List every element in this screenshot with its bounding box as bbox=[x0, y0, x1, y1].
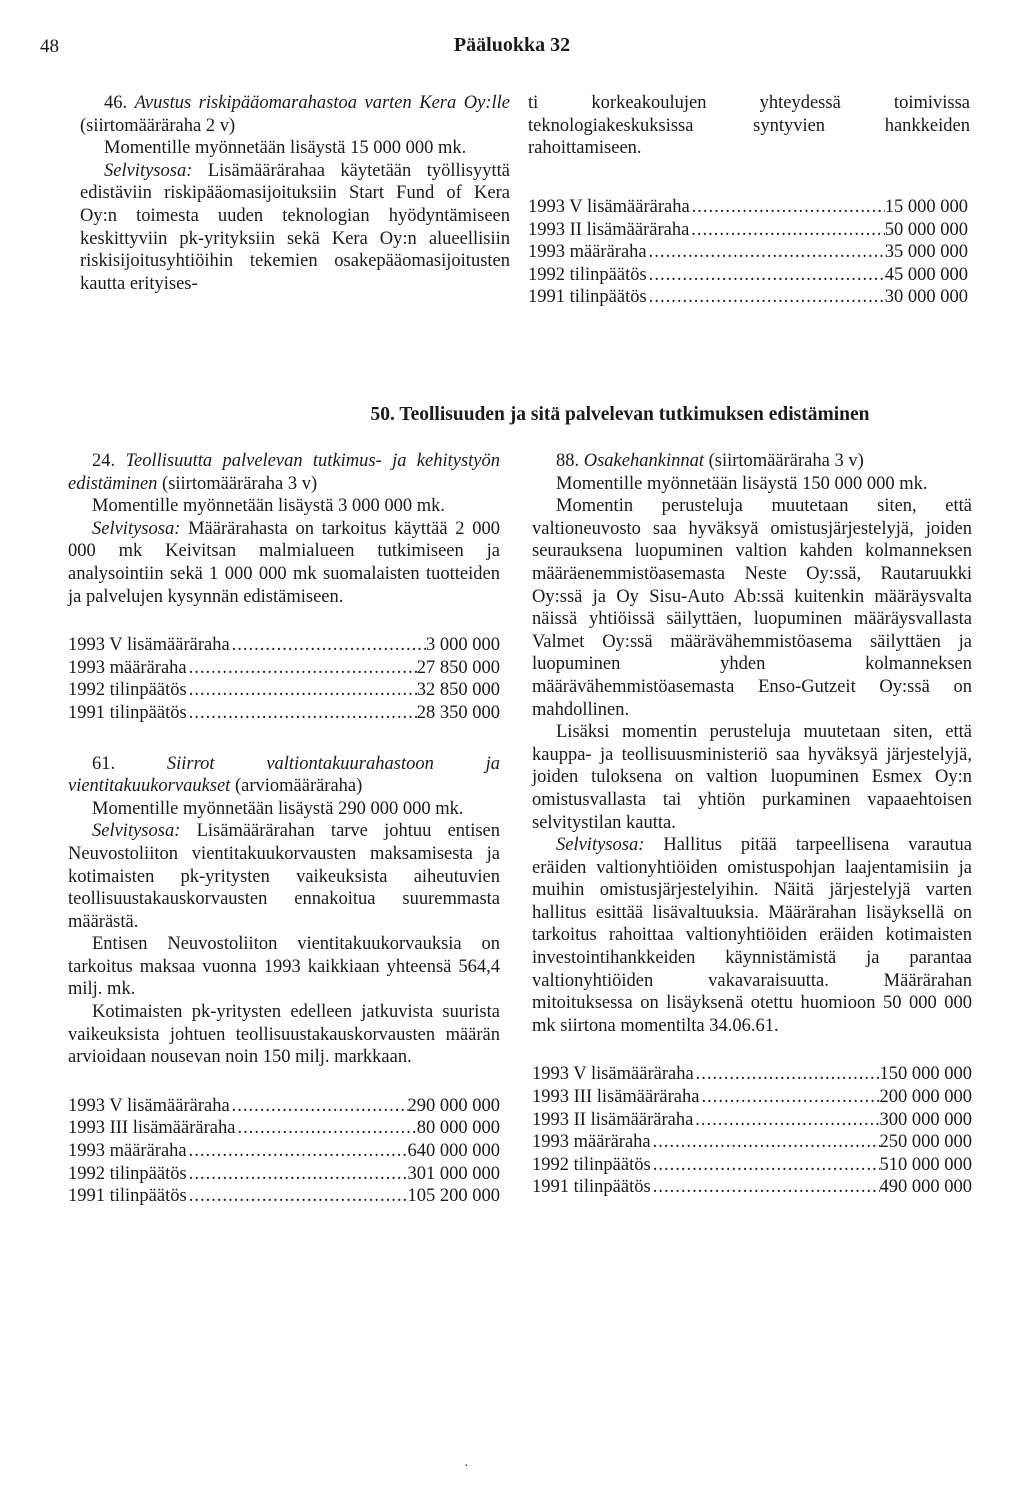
row-label: 1993 V lisämääräraha bbox=[528, 197, 690, 217]
item-46-selvitys bbox=[80, 160, 510, 318]
row-label: 1991 tilinpäätös bbox=[528, 287, 647, 308]
row-value: 300 000 000 bbox=[879, 1109, 972, 1130]
item-46-column-right bbox=[528, 92, 970, 309]
table-row bbox=[528, 286, 968, 309]
item-88-type: (siirtomääräraha 3 v) bbox=[708, 451, 864, 471]
table-row bbox=[528, 219, 968, 242]
row-value: 15 000 000 bbox=[884, 197, 968, 217]
row-value: 290 000 000 bbox=[407, 1095, 500, 1116]
row-value: 105 200 000 bbox=[407, 1186, 500, 1207]
dot-leader bbox=[187, 657, 417, 680]
dot-leader bbox=[187, 679, 417, 702]
table-row bbox=[532, 1086, 972, 1109]
row-value: 640 000 000 bbox=[407, 1141, 500, 1162]
item-88-appropriation-table bbox=[532, 1063, 972, 1199]
item-24-selvitys-text: Määrärahasta on tarkoitus käyttää 2 000 000 mk Keivitsan malmialueen tutkimiseen ja analysointiin sekä 1 000 000 mk suomalaisten tuotteiden ja palvelujen kysynnän edistämiseen. bbox=[68, 518, 500, 607]
table-row bbox=[532, 1109, 972, 1132]
dot-leader bbox=[187, 1185, 408, 1208]
item-24-number: 24. bbox=[92, 451, 116, 471]
row-value: 250 000 000 bbox=[879, 1132, 972, 1153]
item-88-selvitys-text: Hallitus pitää tarpeellisena varautua eräiden valtionyhtiöiden omistuspohjan laajentamisiin ja muihin omistusjärjestelyihin. Näitä järjestelyjä varten hallitus esittää lisävaltuuksia. Määrärahan lisäyksellä on tarkoitus rahoittaa valtionyhtiöiden eräiden kotimaisten investointihankkeiden käynnistämistä ja parantaa valtionyhtiöiden vakavaraisuutta. Määrärahan mitoituksessa on lisäyksenä otettu huomioon 50 000 000 mk siirtona momentilta 34.06.61. bbox=[532, 835, 972, 1036]
row-value: 30 000 000 bbox=[884, 287, 968, 308]
table-row bbox=[68, 1095, 500, 1118]
item-46-selvitys-text: Lisämäärärahaa käytetään työllisyyttä edistäviin riskipääomasijoituksiin Start Fund of Kera Oy:n toimesta uuden teknologian hyödyntämiseen keskittyviin pk-yrityksiin sekä Kera Oy:n alueellisiin riskisijoitusyhtiöihin tekemien osakepääomasijoitusten kautta erityises- bbox=[80, 160, 510, 294]
row-label: 1993 V lisämääräraha bbox=[532, 1064, 694, 1085]
table-row bbox=[68, 1185, 500, 1208]
table-row bbox=[68, 1163, 500, 1186]
row-value: 35 000 000 bbox=[884, 242, 968, 263]
row-value: 45 000 000 bbox=[884, 264, 968, 285]
right-column bbox=[532, 450, 972, 1199]
dot-leader bbox=[230, 634, 426, 657]
item-46-moment: Momentille myönnetään lisäystä 15 000 000 mk. bbox=[104, 138, 467, 159]
row-value: 32 850 000 bbox=[416, 680, 500, 701]
item-46-selvitys-continued: ti korkeakoulujen yhteydessä toimivissa teknologiakeskuksissa syntyvien hankkeiden rahoittamiseen. bbox=[528, 93, 970, 159]
row-label: 1992 tilinpäätös bbox=[532, 1154, 651, 1175]
item-88-number: 88. bbox=[556, 451, 580, 471]
row-label: 1993 II lisämääräraha bbox=[532, 1109, 694, 1130]
left-column bbox=[68, 450, 500, 1208]
dot-leader bbox=[689, 219, 884, 242]
row-label: 1993 määräraha bbox=[532, 1132, 651, 1153]
item-88-moment: Momentille myönnetään lisäystä 150 000 000 mk. bbox=[556, 473, 928, 494]
item-61-paragraph-2: Entisen Neuvostoliiton vientitakuukorvauksia on tarkoitus maksaa vuonna 1993 kaikkiaan yhteensä 564,4 milj. mk. bbox=[68, 934, 500, 1000]
item-24-selvitys bbox=[68, 518, 500, 608]
table-row bbox=[68, 1140, 500, 1163]
row-label: 1993 V lisämääräraha bbox=[68, 1095, 230, 1116]
dot-leader bbox=[230, 1095, 408, 1118]
row-label: 1991 tilinpäätös bbox=[532, 1177, 651, 1198]
end-dot: · bbox=[464, 1459, 469, 1474]
item-61-selvitys bbox=[68, 820, 500, 933]
row-value: 50 000 000 bbox=[884, 219, 968, 240]
table-row bbox=[68, 679, 500, 702]
dot-leader bbox=[693, 1109, 879, 1132]
item-61-selvitys-label: Selvitysosa: bbox=[92, 821, 181, 842]
row-value: 510 000 000 bbox=[879, 1154, 972, 1175]
item-61-appropriation-table bbox=[68, 1095, 500, 1208]
item-61-moment: Momentille myönnetään lisäystä 290 000 000 mk. bbox=[92, 798, 464, 819]
row-label: 1992 tilinpäätös bbox=[68, 680, 187, 701]
dot-leader bbox=[647, 286, 885, 309]
item-24-appropriation-table bbox=[68, 634, 500, 724]
dot-leader bbox=[187, 1140, 408, 1163]
section-heading: 50. Teollisuuden ja sitä palvelevan tutkimuksen edistäminen bbox=[370, 404, 870, 425]
item-61-paragraph-3: Kotimaisten pk-yritysten edelleen jatkuvista suurista vaikeuksista johtuen teollisuustakauskorvausten määrän arvioidaan nousevan noin 150 milj. markkaan. bbox=[68, 1002, 500, 1068]
item-24-moment: Momentille myönnetään lisäystä 3 000 000 mk. bbox=[92, 496, 445, 517]
item-61-title: Siirrot valtiontakuurahastoon ja vientitakuukorvaukset bbox=[68, 753, 501, 797]
item-88-paragraph-1: Momentin perusteluja muutetaan siten, että valtioneuvosto saa hyväksyä omistusjärjestelyjä, joiden seurauksena luopuminen valtion kahden kolmanneksen määräenemmistöasemasta Neste Oy:ssä, Rautaruukki Oy:ssä ja Oy Sisu-Auto Ab:ssä kuitenkin määräysvalta näissä yhtiöissä säilyttäen, luopuminen määräysvallasta Valmet Oy:ssä määrävähemmistöasema säilyttäen ja luopuminen yhden kolmanneksen määrävähemmistöasemasta Enso-Gutzeit Oy:ssä on mahdollinen. bbox=[532, 496, 972, 720]
item-88-paragraph-2: Lisäksi momentin perusteluja muutetaan siten, että kauppa- ja teollisuusministeriö saa hyväksyä järjestelyjä, joiden tuloksena on valtion luopuminen Esmex Oy:n omistusvallasta tai yhtiön purkaminen vapaaehtoisen selvitystilan kautta. bbox=[532, 722, 972, 833]
item-61-type: (arviomääräraha) bbox=[234, 776, 363, 797]
table-row bbox=[528, 196, 968, 219]
table-row bbox=[528, 241, 968, 264]
page-number: 48 bbox=[40, 36, 59, 57]
table-row bbox=[532, 1176, 972, 1199]
item-46-type: (siirtomääräraha 2 v) bbox=[80, 115, 236, 136]
dot-leader bbox=[647, 241, 885, 264]
row-label: 1993 määräraha bbox=[68, 1141, 187, 1162]
item-46-title: Avustus riskipääomarahastoa varten Kera Oy:lle bbox=[134, 93, 510, 113]
dot-leader bbox=[187, 1163, 408, 1186]
running-title: Pääluokka 32 bbox=[453, 34, 571, 56]
row-value: 150 000 000 bbox=[879, 1064, 972, 1085]
item-46-column-left bbox=[80, 92, 510, 318]
row-value: 301 000 000 bbox=[407, 1163, 500, 1184]
dot-leader bbox=[651, 1131, 880, 1154]
row-label: 1993 III lisämääräraha bbox=[68, 1118, 236, 1139]
dot-leader bbox=[187, 702, 417, 725]
row-label: 1992 tilinpäätös bbox=[528, 264, 647, 285]
table-row bbox=[68, 657, 500, 680]
row-label: 1993 II lisämääräraha bbox=[528, 219, 690, 240]
row-label: 1991 tilinpäätös bbox=[68, 702, 187, 723]
item-88-heading bbox=[532, 450, 972, 473]
item-24-heading bbox=[68, 450, 500, 495]
item-24-title: Teollisuutta palvelevan tutkimus- ja kehitystyön edistäminen bbox=[68, 451, 501, 494]
row-value: 3 000 000 bbox=[426, 635, 500, 656]
item-88-title: Osakehankinnat bbox=[583, 451, 704, 471]
table-row bbox=[532, 1154, 972, 1177]
row-label: 1993 V lisämääräraha bbox=[68, 635, 230, 656]
row-label: 1993 III lisämääräraha bbox=[532, 1087, 700, 1108]
table-row bbox=[68, 702, 500, 725]
row-value: 28 350 000 bbox=[416, 702, 500, 723]
row-value: 80 000 000 bbox=[416, 1118, 500, 1139]
table-row bbox=[68, 1117, 500, 1140]
dot-leader bbox=[651, 1154, 880, 1177]
row-label: 1992 tilinpäätös bbox=[68, 1163, 187, 1184]
row-label: 1993 määräraha bbox=[68, 657, 187, 678]
item-46-heading bbox=[80, 92, 510, 137]
dot-leader bbox=[694, 1063, 880, 1086]
item-61-selvitys-text: Lisämäärärahan tarve johtuu entisen Neuvostoliiton vientitakuukorvausten maksamisesta ja kotimaisten pk-yritysten vaikeuksista aiheutuvien teollisuustakauskorvausten ennakoitua suuremmasta määrästä. bbox=[68, 821, 500, 932]
table-row bbox=[68, 634, 500, 657]
table-row bbox=[532, 1131, 972, 1154]
row-label: 1991 tilinpäätös bbox=[68, 1186, 187, 1207]
item-24-selvitys-label: Selvitysosa: bbox=[92, 518, 181, 539]
item-46-selvitys-label: Selvitysosa: bbox=[104, 160, 193, 181]
row-value: 200 000 000 bbox=[879, 1087, 972, 1108]
item-88-selvitys-label: Selvitysosa: bbox=[556, 835, 645, 856]
dot-leader bbox=[235, 1117, 416, 1140]
item-61-number: 61. bbox=[92, 753, 116, 774]
dot-leader bbox=[647, 264, 885, 287]
item-24-type: (siirtomääräraha 3 v) bbox=[162, 473, 318, 494]
item-46-number: 46. bbox=[104, 93, 128, 113]
item-46-appropriation-table bbox=[528, 196, 968, 309]
dot-leader bbox=[699, 1086, 879, 1109]
item-61-heading bbox=[68, 753, 500, 798]
dot-leader bbox=[651, 1176, 880, 1199]
row-value: 490 000 000 bbox=[879, 1177, 972, 1198]
table-row bbox=[528, 264, 968, 287]
row-label: 1993 määräraha bbox=[528, 242, 647, 263]
table-row bbox=[532, 1063, 972, 1086]
dot-leader bbox=[690, 196, 885, 219]
row-value: 27 850 000 bbox=[416, 657, 500, 678]
item-88-selvitys bbox=[532, 834, 972, 1037]
